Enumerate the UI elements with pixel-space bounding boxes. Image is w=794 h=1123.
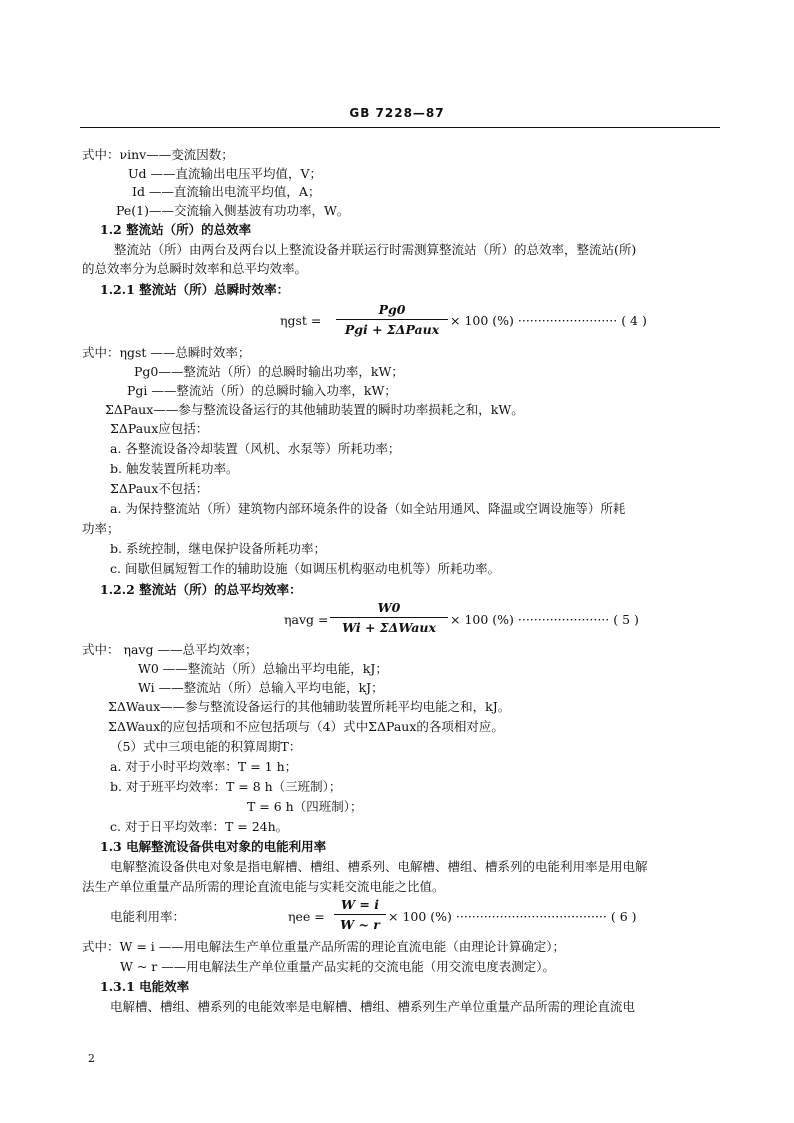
where-line: 式中：νinv——变流因数； <box>82 147 234 162</box>
section-heading: 1.2 整流站（所）的总效率 <box>100 222 252 237</box>
where-line: ΣΔPaux——参与整流设备运行的其他辅助装置的瞬时功率损耗之和，kW。 <box>105 402 524 417</box>
equation-5-denominator: Wi + ΣΔWaux <box>342 620 436 635</box>
paragraph-line: ΣΔWaux的应包括项和不应包括项与（4）式中ΣΔPaux的各项相对应。 <box>108 719 504 734</box>
paragraph-line: （5）式中三项电能的积算周期T： <box>110 739 302 754</box>
where-line: W0 ——整流站（所）总输出平均电能，kJ； <box>138 661 388 676</box>
equation-4-tail: × 100 (%) ························· ( 4 ) <box>450 313 647 328</box>
standard-header: GB 7228—87 <box>349 106 445 120</box>
section-heading: 1.2.2 整流站（所）的总平均效率： <box>100 582 302 597</box>
header-rule <box>80 127 720 128</box>
paragraph-line: ΣΔPaux应包括： <box>110 421 209 436</box>
list-item: T = 6 h（四班制）； <box>247 799 363 814</box>
list-item: c. 间歇但属短暂工作的辅助设施（如调压机构驱动电机等）所耗功率。 <box>110 561 500 576</box>
where-line: 式中： ηavg ——总平均效率； <box>82 642 258 657</box>
equation-5-tail: × 100 (%) ······················· ( 5 ) <box>450 612 639 627</box>
fraction-bar <box>336 319 448 320</box>
section-heading: 1.3 电解整流设备供电对象的电能利用率 <box>100 839 327 854</box>
equation-5-fraction <box>330 600 448 636</box>
equation-6-fraction <box>334 897 386 933</box>
where-line: 式中：W = i ——用电解法生产单位重量产品所需的理论直流电能（由理论计算确定）； <box>82 939 565 954</box>
where-line: Wi ——整流站（所）总输入平均电能，kJ； <box>138 680 384 695</box>
equation-5-numerator: W0 <box>377 600 401 615</box>
equation-4-denominator: Pgi + ΣΔPaux <box>344 322 440 337</box>
where-line: 式中：ηgst ——总瞬时效率； <box>82 345 251 360</box>
where-line: ΣΔWaux——参与整流设备运行的其他辅助装置所耗平均电能之和，kJ。 <box>108 699 511 714</box>
equation-6-label: 电能利用率： <box>110 909 186 924</box>
section-heading: 1.2.1 整流站（所）总瞬时效率： <box>100 282 290 297</box>
section-heading: 1.3.1 电能效率 <box>100 979 190 994</box>
paragraph-line: 整流站（所）由两台及两台以上整流设备并联运行时需测算整流站（所）的总效率，整流站(所) <box>114 242 637 257</box>
where-line: W ~ r ——用电解法生产单位重量产品实耗的交流电能（用交流电度表测定）。 <box>120 959 555 974</box>
where-line: Id ——直流输出电流平均值，A； <box>132 184 321 199</box>
paragraph-line: ΣΔPaux不包括： <box>110 481 209 496</box>
paragraph-line: 的总效率分为总瞬时效率和总平均效率。 <box>82 261 308 276</box>
fraction-bar <box>330 617 448 618</box>
list-item: 功率； <box>82 521 120 536</box>
equation-6-numerator: W = i <box>341 897 379 912</box>
list-item: b. 系统控制，继电保护设备所耗功率； <box>110 541 326 556</box>
page-number: 2 <box>88 1052 95 1065</box>
list-item: b. 对于班平均效率：T = 8 h（三班制）； <box>110 779 342 794</box>
equation-4-fraction <box>336 302 448 338</box>
equation-6-lhs: ηee = <box>288 909 325 924</box>
equation-4-numerator: Pg0 <box>378 302 406 317</box>
list-item: a. 对于小时平均效率：T = 1 h； <box>110 759 298 774</box>
equation-6-tail: × 100 (%) ······································ ( 6 ) <box>388 909 637 924</box>
paragraph-line: 电解整流设备供电对象是指电解槽、槽组、槽系列、电解槽、槽组、槽系列的电能利用率是用电解 <box>110 859 648 874</box>
where-line: Pe(1)——交流输入侧基波有功功率，W。 <box>116 203 350 218</box>
paragraph-line: 电解槽、槽组、槽系列的电能效率是电解槽、槽组、槽系列生产单位重量产品所需的理论直流电 <box>110 999 636 1014</box>
equation-6-denominator: W ~ r <box>340 917 380 932</box>
list-item: a. 各整流设备冷却装置（风机、水泵等）所耗功率； <box>110 441 401 456</box>
paragraph-line: 法生产单位重量产品所需的理论直流电能与实耗交流电能之比值。 <box>82 879 445 894</box>
equation-4-lhs: ηgst = <box>280 313 322 328</box>
where-line: Ud ——直流输出电压平均值，V； <box>128 166 323 181</box>
where-line: Pgi ——整流站（所）的总瞬时输入功率，kW； <box>127 383 397 398</box>
where-line: Pg0——整流站（所）的总瞬时输出功率，kW； <box>134 364 404 379</box>
list-item: b. 触发装置所耗功率。 <box>110 461 239 476</box>
equation-5-lhs: ηavg = <box>284 612 329 627</box>
list-item: c. 对于日平均效率：T = 24h。 <box>110 819 289 834</box>
fraction-bar <box>334 914 386 915</box>
list-item: a. 为保持整流站（所）建筑物内部环境条件的设备（如全站用通风、降温或空调设施等）所耗 <box>110 501 626 516</box>
